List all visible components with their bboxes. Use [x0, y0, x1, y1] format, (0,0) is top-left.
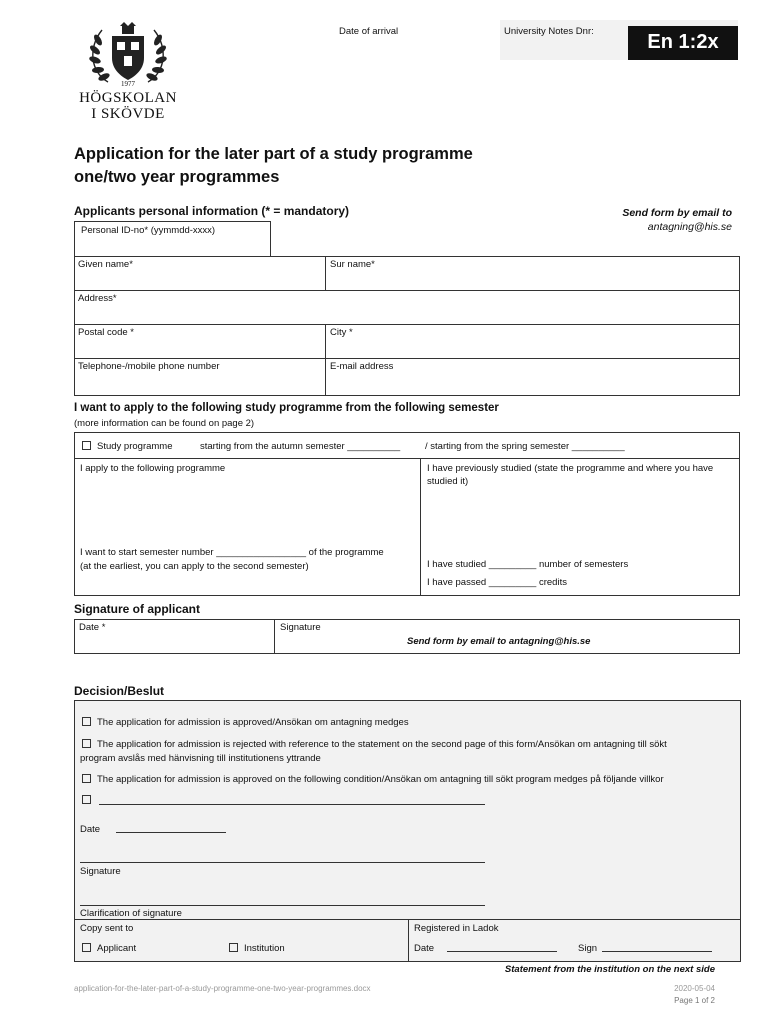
- decision-signature-line[interactable]: [80, 862, 485, 863]
- address-field[interactable]: [75, 291, 739, 324]
- decision-signature-label: Signature: [80, 866, 121, 877]
- date-of-arrival-label: Date of arrival: [339, 26, 399, 37]
- send-form-note: Send form by email to antagning@his.se: [407, 636, 591, 647]
- ladok-date-line[interactable]: [447, 951, 557, 952]
- address-label: Address*: [78, 293, 117, 304]
- page-title-line1: Application for the later part of a study programme: [74, 145, 473, 163]
- credits-passed-field[interactable]: I have passed _________ credits: [427, 577, 567, 588]
- decision-option-rejected: [82, 739, 667, 750]
- personal-info-heading: Applicants personal information (* = mandatory): [74, 204, 350, 218]
- copy-institution-checkbox[interactable]: [229, 943, 238, 952]
- postal-code-label: Postal code *: [78, 327, 134, 338]
- decision-option-other: [82, 795, 97, 806]
- start-semester-note: (at the earliest, you can apply to the second semester): [80, 561, 309, 572]
- spring-semester-field[interactable]: / starting from the spring semester __________: [425, 441, 625, 452]
- copy-applicant-checkbox[interactable]: [82, 943, 91, 952]
- study-programme-checkbox[interactable]: [82, 441, 91, 450]
- decision-date-label: Date: [80, 824, 101, 835]
- decision-date-line[interactable]: [116, 832, 226, 833]
- city-field[interactable]: [326, 325, 739, 358]
- university-notes-label: University Notes Dnr:: [504, 26, 594, 37]
- phone-label: Telephone-/mobile phone number: [78, 361, 220, 372]
- footer-filename: application-for-the-later-part-of-a-study-programme-one-two-year-programmes.docx: [74, 984, 371, 993]
- phone-field[interactable]: [75, 359, 325, 395]
- personal-id-label: Personal ID-no* (yymmdd-xxxx): [81, 225, 216, 236]
- rejected-label: The application for admission is rejected with reference to the statement on the second page of this form/Ansökan om antagning till sökt: [97, 739, 667, 750]
- ladok-sign-line[interactable]: [602, 951, 712, 952]
- study-programme-row: [82, 441, 173, 452]
- logo-year: 1977: [121, 80, 135, 88]
- surname-label: Sur name*: [330, 259, 375, 270]
- copy-sent-label: Copy sent to: [80, 923, 134, 934]
- copy-applicant-option: [82, 943, 136, 954]
- email-label: E-mail address: [330, 361, 394, 372]
- decision-option-approved: [82, 717, 409, 728]
- copy-institution-label: Institution: [244, 943, 285, 954]
- study-programme-label: Study programme: [97, 441, 173, 452]
- postal-code-field[interactable]: [75, 325, 325, 358]
- autumn-semester-field[interactable]: starting from the autumn semester __________: [200, 441, 401, 452]
- university-logo: [68, 22, 188, 122]
- apply-programme-field[interactable]: I apply to the following programme: [80, 463, 226, 474]
- previously-studied-field[interactable]: I have previously studied (state the programme and where you have studied it): [427, 463, 714, 487]
- send-form-email: antagning@his.se: [647, 221, 732, 233]
- footer-page-number: Page 1 of 2: [674, 996, 715, 1005]
- signature-date-label: Date *: [79, 622, 106, 633]
- approved-label: The application for admission is approved/Ansökan om antagning medges: [97, 717, 409, 728]
- statement-next-side-note: Statement from the institution on the next side: [504, 964, 715, 975]
- conditional-checkbox[interactable]: [82, 774, 91, 783]
- other-condition-line[interactable]: [99, 804, 485, 805]
- other-condition-checkbox[interactable]: [82, 795, 91, 804]
- surname-field[interactable]: [326, 257, 739, 290]
- signature-label: Signature: [280, 622, 321, 633]
- programme-heading: I want to apply to the following study programme from the following semester: [74, 402, 499, 414]
- copy-institution-option: [229, 943, 285, 954]
- registered-ladok-label: Registered in Ladok: [414, 923, 499, 934]
- personal-id-field[interactable]: [74, 221, 271, 257]
- rejected-checkbox[interactable]: [82, 739, 91, 748]
- approved-checkbox[interactable]: [82, 717, 91, 726]
- start-semester-field[interactable]: I want to start semester number _________________ of the programme: [80, 547, 384, 558]
- conditional-label: The application for admission is approved on the following condition/Ansökan om antagning till sökt program medges på följande villkor: [97, 774, 664, 785]
- rejected-label-cont: program avslås med hänvisning till institutionens yttrande: [80, 753, 321, 764]
- form-code-text: En 1:2x: [647, 31, 719, 53]
- clarification-label: Clarification of signature: [80, 908, 182, 919]
- programme-subheading: (more information can be found on page 2): [74, 418, 255, 429]
- semesters-studied-field[interactable]: I have studied _________ number of semesters: [427, 559, 629, 570]
- decision-heading: Decision/Beslut: [74, 684, 165, 698]
- ladok-date-label: Date: [414, 943, 435, 954]
- city-label: City *: [330, 327, 353, 338]
- ladok-sign-label: Sign: [578, 943, 598, 954]
- footer-date: 2020-05-04: [674, 984, 715, 993]
- given-name-label: Given name*: [78, 259, 133, 270]
- copy-applicant-label: Applicant: [97, 943, 137, 954]
- decision-option-conditional: [82, 774, 664, 785]
- page-title-line2: one/two year programmes: [74, 168, 280, 186]
- signature-heading: Signature of applicant: [74, 602, 201, 616]
- logo-name-line2: I SKÖVDE: [91, 106, 165, 122]
- form-code-badge: [628, 26, 738, 60]
- given-name-field[interactable]: [75, 257, 325, 290]
- send-form-line1: Send form by email to: [622, 207, 732, 219]
- clarification-line[interactable]: [80, 905, 485, 906]
- signature-date-field[interactable]: [75, 620, 274, 653]
- logo-name-line1: HÖGSKOLAN: [79, 90, 177, 106]
- email-field[interactable]: [326, 359, 739, 395]
